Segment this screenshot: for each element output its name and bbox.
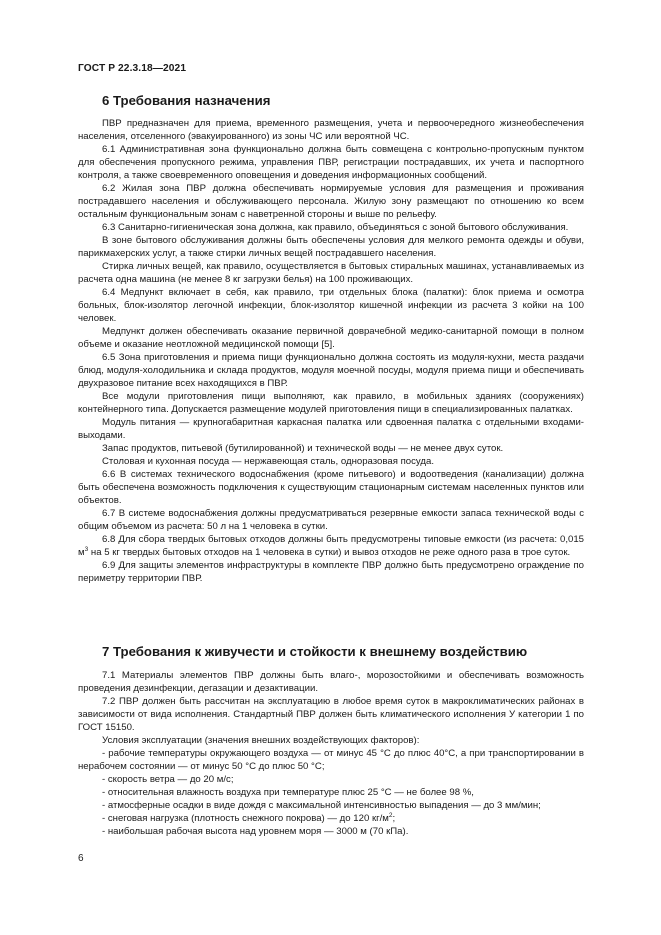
paragraph-6-2: 6.2 Жилая зона ПВР должна обеспечивать нормируемые условия для размещения и проживания пострадавшего населения и обслуживающего персонала. Жилую зону размещают по отношению ко всем остальным функциональным зонам с наветренной стороны и выше по рельефу.	[78, 183, 584, 220]
section-6-title: 6 Требования назначения	[102, 93, 271, 108]
paragraph-6-7: 6.7 В системе водоснабжения должны предусматриваться резервные емкости запаса технической воды с общим объемом из расчета: 50 л на 1 человека в сутки.	[78, 508, 584, 532]
list-item-snow-load-end: ;	[392, 813, 396, 824]
paragraph-6-9: 6.9 Для защиты элементов инфраструктуры в комплекте ПВР должно быть предусмотрено ограждение по периметру территории ПВР.	[78, 560, 584, 584]
section-7-title: 7 Требования к живучести и стойкости к внешнему воздействию	[102, 644, 528, 659]
paragraph-intro: ПВР предназначен для приема, временного размещения, учета и первоочередного жизнеобеспечения населения, отселенного (эвакуированного) из зоны ЧС или вероятной ЧС.	[78, 118, 584, 142]
list-item-wind-speed: - скорость ветра — до 20 м/с;	[102, 774, 234, 785]
paragraph-6-4: 6.4 Медпункт включает в себя, как правило, три отдельных блока (палатки): блок приема и осмотра больных, блок-изолятор легочной инфекции, блок-изолятор кишечной инфекции из расчета 3 койки на 100 человек.	[78, 287, 584, 324]
paragraph-6-3: 6.3 Санитарно-гигиеническая зона должна, как правило, объединяться с зоной бытового обслуживания.	[102, 222, 569, 233]
list-item-altitude: - наибольшая рабочая высота над уровнем моря — 3000 м (70 кПа).	[102, 826, 409, 837]
superscript-square: 2	[388, 812, 393, 819]
paragraph-operating-conditions: Условия эксплуатации (значения внешних воздействующих факторов):	[102, 735, 420, 746]
paragraph-food-module: Модуль питания — крупногабаритная каркасная палатка или сдвоенная палатка с отдельными входами-выходами.	[78, 417, 584, 441]
document-code-header: ГОСТ Р 22.3.18—2021	[78, 63, 187, 74]
section-7-body	[78, 669, 584, 838]
paragraph-cooking-modules: Все модули приготовления пищи выполняют, как правило, в мобильных зданиях (сооружениях) контейнерного типа. Допускается размещение модулей приготовления пищи в специализированных палатках.	[78, 391, 584, 415]
superscript-cubic: 3	[84, 546, 89, 553]
paragraph-6-1: 6.1 Административная зона функционально должна быть совмещена с контрольно-пропускным пунктом для обеспечения пропускного режима, управления ПВР, регистрации пострадавших, их учета и паспортного контроля, а также своевременного оповещения и доведения информационных сообщений.	[78, 144, 584, 181]
paragraph-6-5: 6.5 Зона приготовления и приема пищи функционально должна состоять из модуля-кухни, места раздачи блюд, модуля-холодильника и склада продуктов, модуля моечной посуды, модуля приема пищи и обеспечивать двухразовое питание всех находящихся в ПВР.	[78, 352, 584, 389]
list-item-humidity: - относительная влажность воздуха при температуре плюс 25 °С — не более 98 %,	[102, 787, 474, 798]
paragraph-household-services: В зоне бытового обслуживания должны быть обеспечены условия для мелкого ремонта одежды и обуви, парикмахерских услуг, а также стирки личных вещей пострадавшего населения.	[78, 235, 584, 259]
paragraph-6-6: 6.6 В системах технического водоснабжения (кроме питьевого) и водоотведения (канализации) должна быть обеспечена возможность подключения к существующим стационарным системам населенных пунктов или объектов.	[78, 469, 584, 506]
list-item-precipitation: - атмосферные осадки в виде дождя с максимальной интенсивностью выпадения — до 3 мм/мин;	[102, 800, 541, 811]
paragraph-medical-care: Медпункт должен обеспечивать оказание первичной доврачебной медико-санитарной помощи в полном объеме и оказание неотложной медицинской помощи [5].	[78, 326, 584, 350]
paragraph-6-8-part-1: 6.8 Для сбора твердых бытовых отходов должны быть предусмотрены типовые емкости (из расчета: 0,015 м	[78, 534, 584, 558]
paragraph-6-8-part-2: на 5 кг твердых бытовых отходов на 1 человека в сутки) и вывоз отходов не реже одного раза в трое суток.	[88, 547, 571, 558]
page-number: 6	[78, 853, 84, 864]
paragraph-7-1: 7.1 Материалы элементов ПВР должны быть влаго-, морозостойкими и обеспечивать возможность проведения дезинфекции, дегазации и дезактивации.	[78, 670, 584, 694]
paragraph-laundry: Стирка личных вещей, как правило, осуществляется в бытовых стиральных машинах, устанавливаемых из расчета одна машина (не менее 8 кг загрузки белья) на 100 проживающих.	[78, 261, 584, 285]
paragraph-7-2: 7.2 ПВР должен быть рассчитан на эксплуатацию в любое время суток в макроклиматических районах в зависимости от вида исполнения. Стандартный ПВР должен быть климатического исполнения У категории 1 по ГОСТ 15150.	[78, 696, 584, 733]
list-item-temperature: - рабочие температуры окружающего воздуха — от минус 45 °С до плюс 40°С, а при транспортировании в нерабочем состоянии — от минус 50 °С до плюс 50 °С;	[78, 748, 584, 772]
list-item-snow-load-text: - снеговая нагрузка (плотность снежного покрова) — до 120 кг/м	[102, 813, 389, 824]
list-item-snow-load	[78, 812, 584, 825]
section-6-body	[78, 117, 584, 585]
paragraph-supplies: Запас продуктов, питьевой (бутилированной) и технической воды — не менее двух суток.	[102, 443, 504, 454]
paragraph-6-8	[78, 533, 584, 559]
paragraph-tableware: Столовая и кухонная посуда — нержавеющая сталь, одноразовая посуда.	[102, 456, 434, 467]
